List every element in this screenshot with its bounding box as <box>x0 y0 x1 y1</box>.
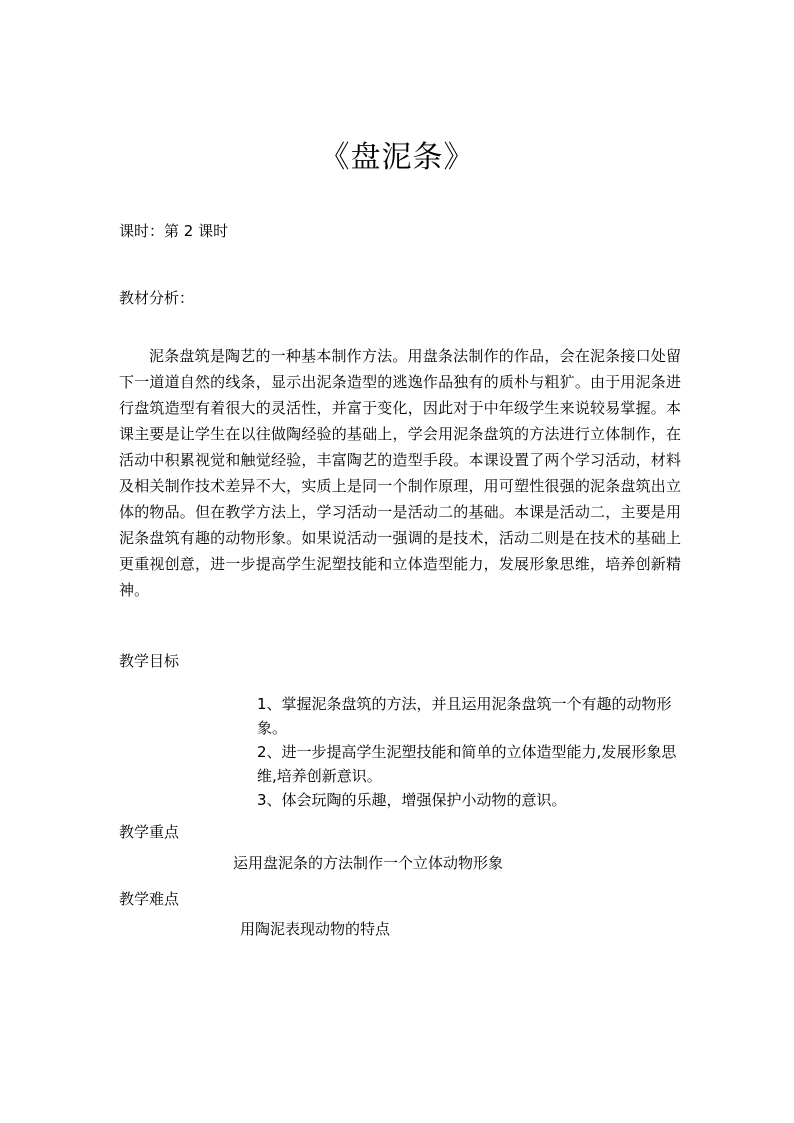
key-point-heading: 教学重点 <box>119 823 180 841</box>
key-point-text: 运用盘泥条的方法制作一个立体动物形象 <box>233 854 504 872</box>
analysis-paragraph: 泥条盘筑是陶艺的一种基本制作方法。用盘条法制作的作品，会在泥条接口处留下一道道自然的线条，显示出泥条造型的逃逸作品独有的质朴与粗犷。由于用泥条进行盘筑造型有着很大的灵活性，并富于变化，因此对于中年级学生来说较易掌握。本课主要是让学生在以往做陶经验的基础上，学会用泥条盘筑的方法进行立体制作，在活动中积累视觉和触觉经验，丰富陶艺的造型手段。本课设置了两个学习活动，材料及相关制作技术差异不大，实质上是同一个制作原理，用可塑性很强的泥条盘筑出立体的物品。但在教学方法上，学习活动一是活动二的基础。本课是活动二，主要是用泥条盘筑有趣的动物形象。如果说活动一强调的是技术，活动二则是在技术的基础上更重视创意，进一步提高学生泥塑技能和立体造型能力，发展形象思维，培养创新精神。 <box>119 347 681 599</box>
goals-heading: 教学目标 <box>119 652 180 670</box>
goal-item-1: 1、掌握泥条盘筑的方法，并且运用泥条盘筑一个有趣的动物形象。 <box>257 695 672 737</box>
goals-list <box>257 692 679 812</box>
lesson-time: 课时：第 2 课时 <box>119 222 229 240</box>
difficulty-text: 用陶泥表现动物的特点 <box>240 920 391 938</box>
goal-item-2: 2、进一步提高学生泥塑技能和简单的立体造型能力,发展形象思维,培养创新意识。 <box>257 743 677 785</box>
document-title: 《盘泥条》 <box>319 140 475 175</box>
difficulty-heading: 教学难点 <box>119 890 180 908</box>
analysis-heading: 教材分析： <box>119 289 195 307</box>
goal-item-3: 3、体会玩陶的乐趣，增强保护小动物的意识。 <box>257 791 567 809</box>
